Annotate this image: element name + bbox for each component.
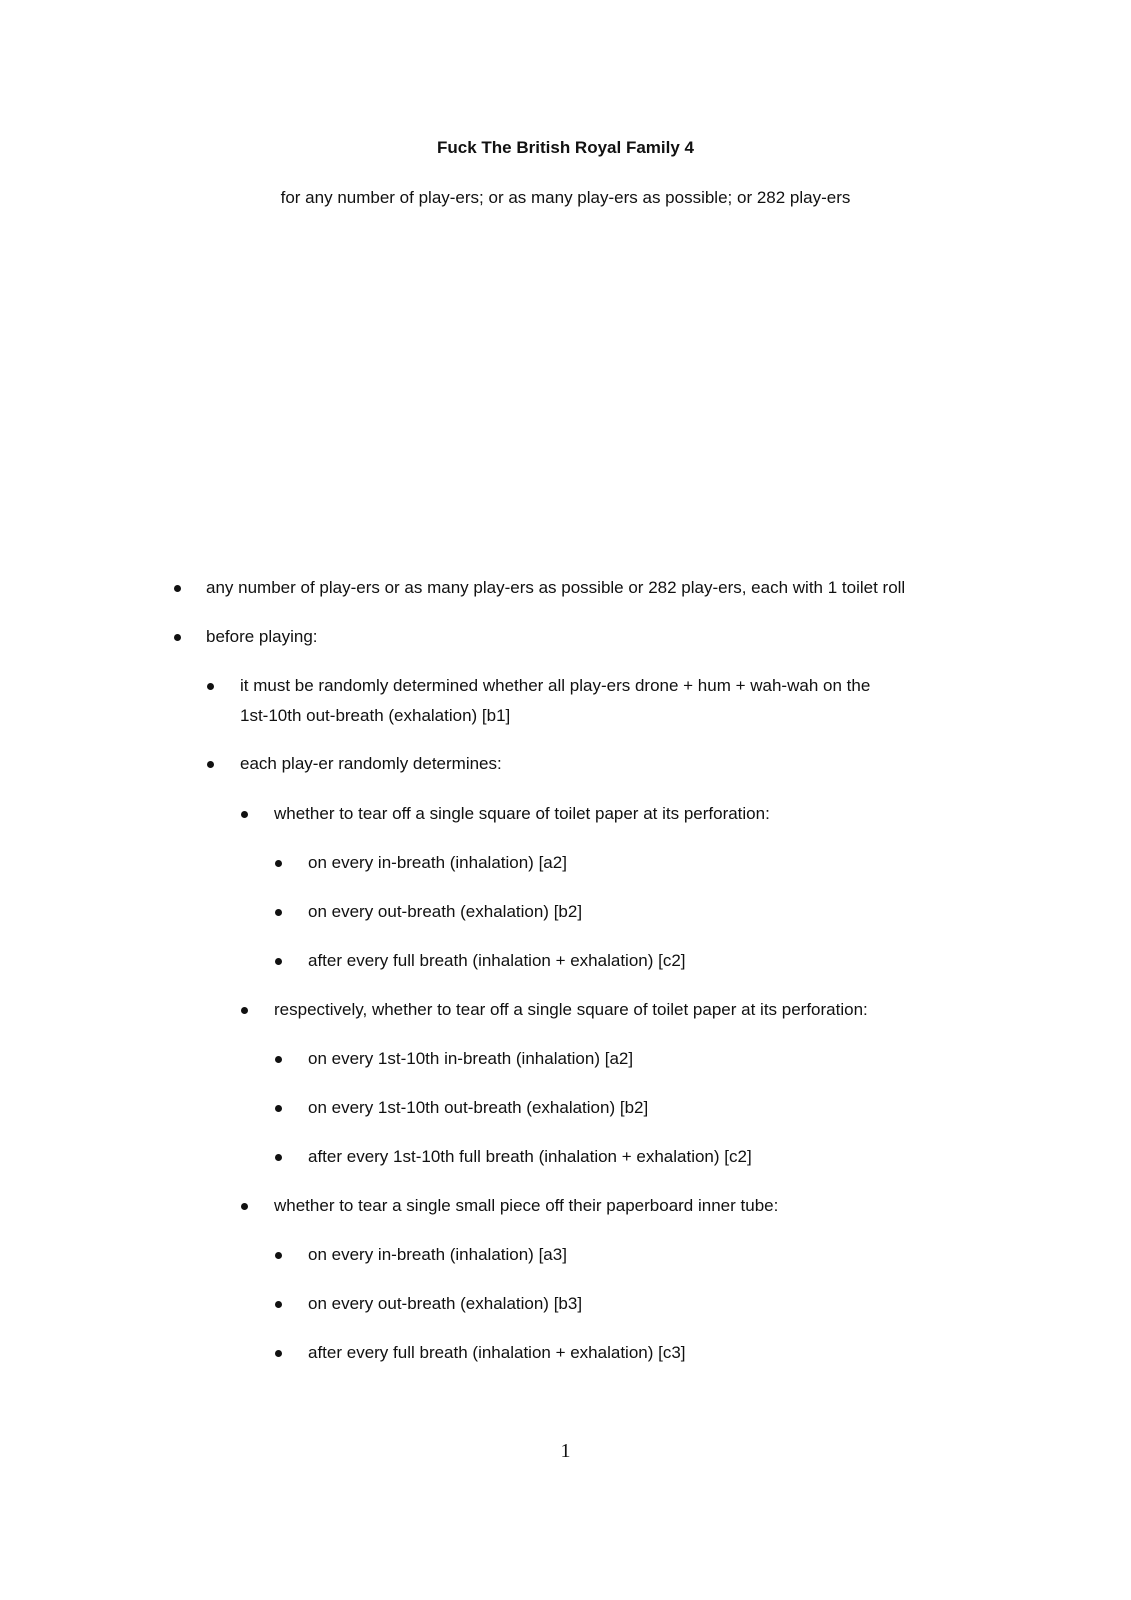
list-item: on every out-breath (exhalation) [b3]	[308, 1294, 583, 1313]
bullet-icon	[241, 1007, 248, 1014]
list-item: each play-er randomly determines:	[240, 754, 502, 773]
list-item: on every 1st-10th in-breath (inhalation) [a2]	[308, 1049, 634, 1068]
list-item: on every in-breath (inhalation) [a3]	[308, 1245, 567, 1264]
bullet-icon	[207, 761, 214, 768]
list-item: on every in-breath (inhalation) [a2]	[308, 853, 567, 872]
list-item: before playing:	[206, 627, 318, 646]
bullet-icon	[275, 909, 282, 916]
bullet-icon	[275, 1301, 282, 1308]
list-item: respectively, whether to tear off a single square of toilet paper at its perforation:	[274, 1000, 868, 1019]
bullet-icon	[174, 634, 181, 641]
bullet-icon	[207, 683, 214, 690]
list-item: on every out-breath (exhalation) [b2]	[308, 902, 583, 921]
bullet-icon	[241, 1203, 248, 1210]
bullet-icon	[241, 811, 248, 818]
list-item: after every full breath (inhalation + exhalation) [c2]	[308, 951, 686, 970]
list-item: whether to tear a single small piece off their paperboard inner tube:	[274, 1196, 779, 1215]
list-item-continuation: 1st-10th out-breath (exhalation) [b1]	[240, 706, 511, 725]
list-item: after every 1st-10th full breath (inhalation + exhalation) [c2]	[308, 1147, 752, 1166]
bullet-icon	[275, 1252, 282, 1259]
list-item: on every 1st-10th out-breath (exhalation) [b2]	[308, 1098, 649, 1117]
document-subtitle: for any number of play-ers; or as many play-ers as possible; or 282 play-ers	[280, 188, 851, 207]
list-item: it must be randomly determined whether all play-ers drone + hum + wah-wah on the	[240, 676, 871, 695]
page-number: 1	[560, 1440, 571, 1462]
document-title: Fuck The British Royal Family 4	[437, 138, 694, 157]
bullet-icon	[275, 1105, 282, 1112]
bullet-icon	[275, 1154, 282, 1161]
bullet-icon	[275, 860, 282, 867]
list-item: whether to tear off a single square of toilet paper at its perforation:	[274, 804, 770, 823]
bullet-icon	[275, 958, 282, 965]
list-item: after every full breath (inhalation + exhalation) [c3]	[308, 1343, 686, 1362]
bullet-icon	[275, 1056, 282, 1063]
bullet-icon	[275, 1350, 282, 1357]
bullet-icon	[174, 585, 181, 592]
list-item: any number of play-ers or as many play-ers as possible or 282 play-ers, each with 1 toilet roll	[206, 578, 906, 597]
